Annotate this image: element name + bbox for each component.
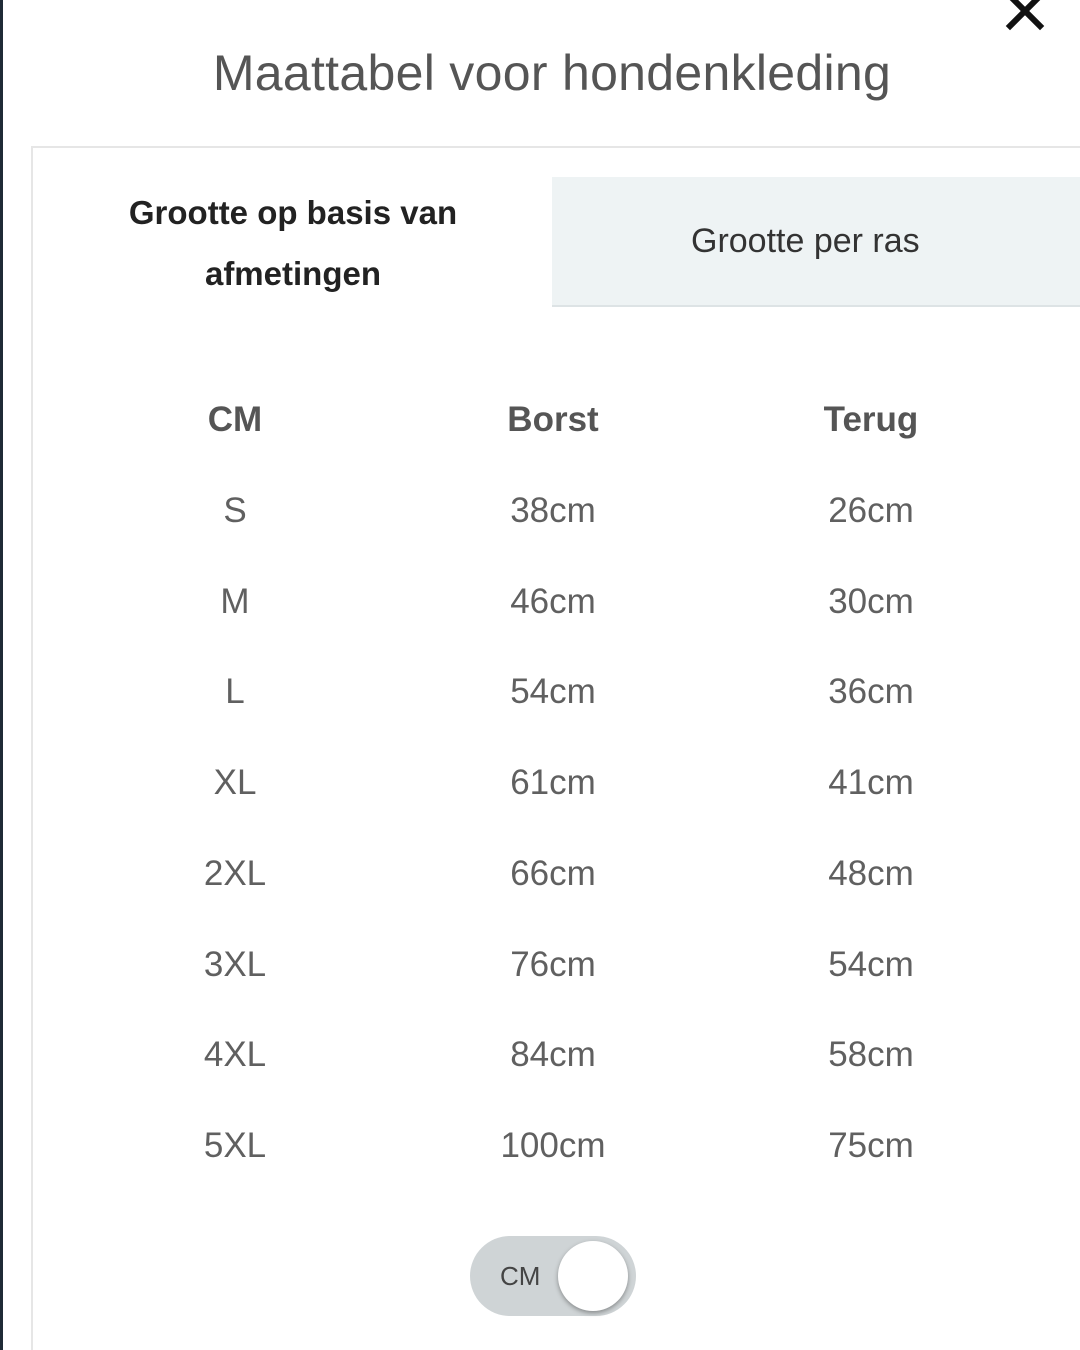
table-cell: 48cm	[828, 854, 914, 893]
size-label-cell: 4XL	[203, 1035, 267, 1074]
table-cell: 100cm	[500, 1126, 606, 1165]
size-label-cell: 2XL	[203, 854, 267, 893]
background-edge	[0, 0, 3, 1350]
size-label-cell: 3XL	[203, 945, 267, 984]
table-cell: 76cm	[510, 945, 596, 984]
tab-size-by-breed[interactable]	[552, 177, 1080, 307]
unit-toggle-knob[interactable]	[558, 1241, 628, 1311]
tab-size-by-measurements[interactable]	[93, 178, 493, 308]
table-cell: 58cm	[828, 1035, 914, 1074]
table-cell: 75cm	[828, 1126, 914, 1165]
tab-size-by-breed-label: Grootte per ras	[691, 221, 920, 260]
close-icon	[1000, 0, 1050, 36]
table-header: CM	[207, 400, 263, 439]
table-cell: 61cm	[510, 763, 596, 802]
size-chart-panel	[31, 146, 1080, 1350]
table-header: Terug	[823, 400, 919, 439]
table-cell: 84cm	[510, 1035, 596, 1074]
size-label-cell: 5XL	[203, 1126, 267, 1165]
close-button[interactable]	[1000, 0, 1050, 36]
tab-size-by-measurements-label: Grootte op basis van afmetingen	[128, 194, 458, 292]
table-cell: 30cm	[828, 582, 914, 621]
size-label-cell: L	[225, 672, 245, 711]
table-header: Borst	[507, 400, 599, 439]
size-label-cell: M	[220, 582, 250, 621]
table-cell: 38cm	[510, 491, 596, 530]
size-label-cell: S	[223, 491, 247, 530]
modal-title: Maattabel voor hondenkleding	[212, 45, 892, 101]
table-cell: 36cm	[828, 672, 914, 711]
table-cell: 41cm	[828, 763, 914, 802]
table-cell: 54cm	[828, 945, 914, 984]
size-label-cell: XL	[213, 763, 257, 802]
table-cell: 54cm	[510, 672, 596, 711]
table-cell: 66cm	[510, 854, 596, 893]
table-cell: 46cm	[510, 582, 596, 621]
unit-toggle[interactable]	[470, 1236, 636, 1316]
unit-toggle-label: CM	[500, 1261, 541, 1291]
table-cell: 26cm	[828, 491, 914, 530]
